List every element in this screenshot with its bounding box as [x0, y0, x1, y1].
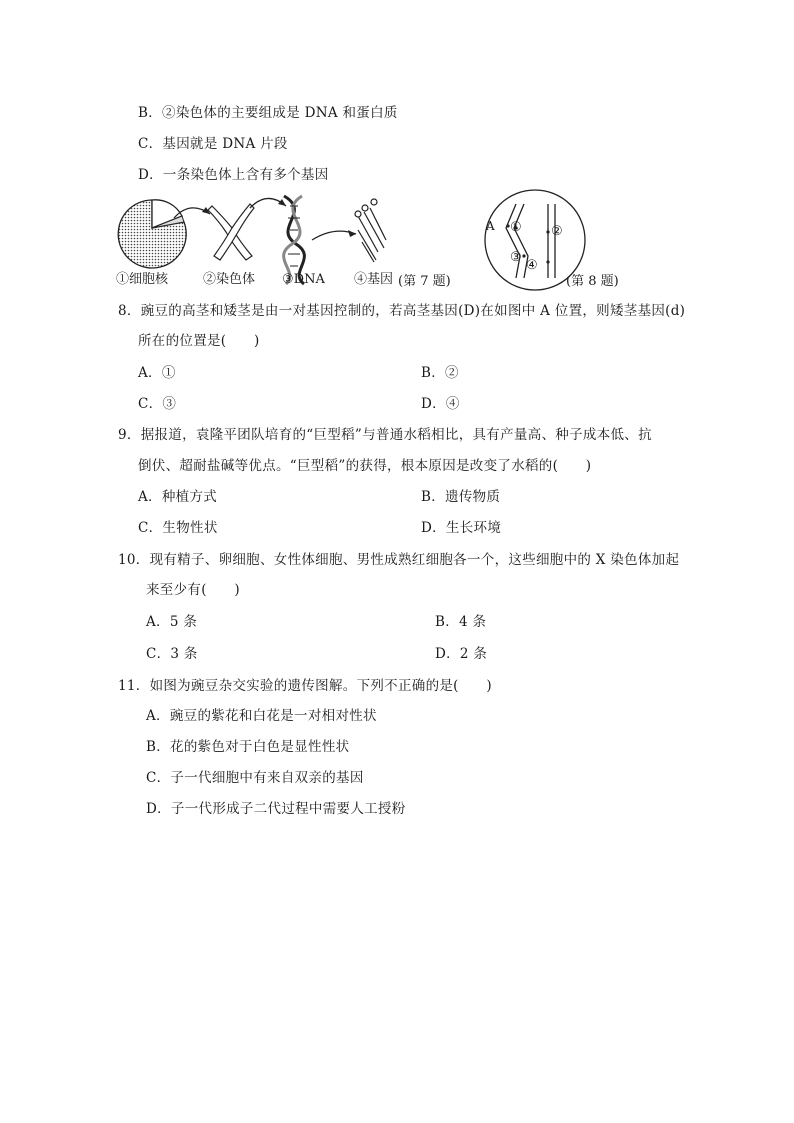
q8-label-a: A: [486, 219, 495, 233]
q11-option-c: C．子一代细胞中有来自双亲的基因: [146, 770, 364, 786]
q9-option-c: C．生物性状: [138, 520, 218, 536]
q9-option-a: A．种植方式: [138, 489, 218, 505]
label-chromosome: ②染色体: [203, 272, 256, 287]
q7-option-c: C．基因就是 DNA 片段: [138, 136, 288, 152]
q10-option-c: C．3 条: [146, 646, 198, 662]
q8-option-b: B．②: [421, 365, 459, 381]
q10-stem-line1: 10．现有精子、卵细胞、女性体细胞、男性成熟红细胞各一个，这些细胞中的 X 染色体加起: [118, 552, 680, 568]
q11-stem: 11．如图为豌豆杂交实验的遗传图解。下列不正确的是( ): [118, 678, 492, 694]
q8-stem-line2: 所在的位置是( ): [138, 333, 260, 349]
q10-option-b: B．4 条: [435, 614, 487, 630]
label-gene: ④基因: [354, 272, 394, 287]
q8-mark-2: ②: [551, 224, 563, 239]
label-dna: ③DNA: [282, 272, 325, 287]
q10-stem-line2: 来至少有( ): [146, 582, 240, 598]
chromosome-icon: [208, 204, 254, 260]
q8-option-a: A．①: [138, 365, 176, 381]
q8-option-c: C．③: [138, 396, 177, 412]
arrowhead-icon: [278, 199, 286, 206]
q8-mark-1: ①: [510, 220, 522, 235]
q8-option-d: D．④: [421, 396, 460, 412]
nucleus-icon: [118, 200, 186, 268]
dna-helix-icon: [284, 196, 305, 284]
q7-option-d: D．一条染色体上含有多个基因: [138, 167, 329, 183]
arrowhead-icon: [348, 230, 356, 237]
gene-icon: [355, 199, 386, 262]
label-nucleus: ①细胞核: [116, 272, 169, 287]
q11-option-a: A．豌豆的紫花和白花是一对相对性状: [146, 708, 377, 724]
q8-mark-4: ④: [526, 258, 538, 273]
q8-mark-3: ③: [510, 250, 522, 265]
q9-stem-line1: 9．据报道，袁隆平团队培育的“巨型稻”与普通水稻相比，具有产量高、种子成本低、抗: [118, 427, 652, 443]
q9-option-b: B．遗传物质: [421, 489, 501, 505]
q11-option-d: D．子一代形成子二代过程中需要人工授粉: [146, 801, 406, 817]
q10-option-d: D．2 条: [435, 646, 488, 662]
q9-stem-line2: 倒伏、超耐盐碱等优点。“巨型稻”的获得，根本原因是改变了水稻的( ): [138, 458, 592, 474]
figure-7-caption: (第 7 题): [398, 274, 451, 289]
figure-8-caption: (第 8 题): [566, 274, 619, 289]
figure-7-8: [112, 192, 672, 292]
q9-option-d: D．生长环境: [421, 520, 502, 536]
q7-option-b: B．②染色体的主要组成是 DNA 和蛋白质: [138, 105, 398, 121]
q10-option-a: A．5 条: [146, 614, 198, 630]
q11-option-b: B．花的紫色对于白色是显性性状: [146, 739, 350, 755]
q8-stem-line1: 8．豌豆的高茎和矮茎是由一对基因控制的，若高茎基因(D)在如图中 A 位置，则矮茎基因(d): [118, 303, 686, 319]
